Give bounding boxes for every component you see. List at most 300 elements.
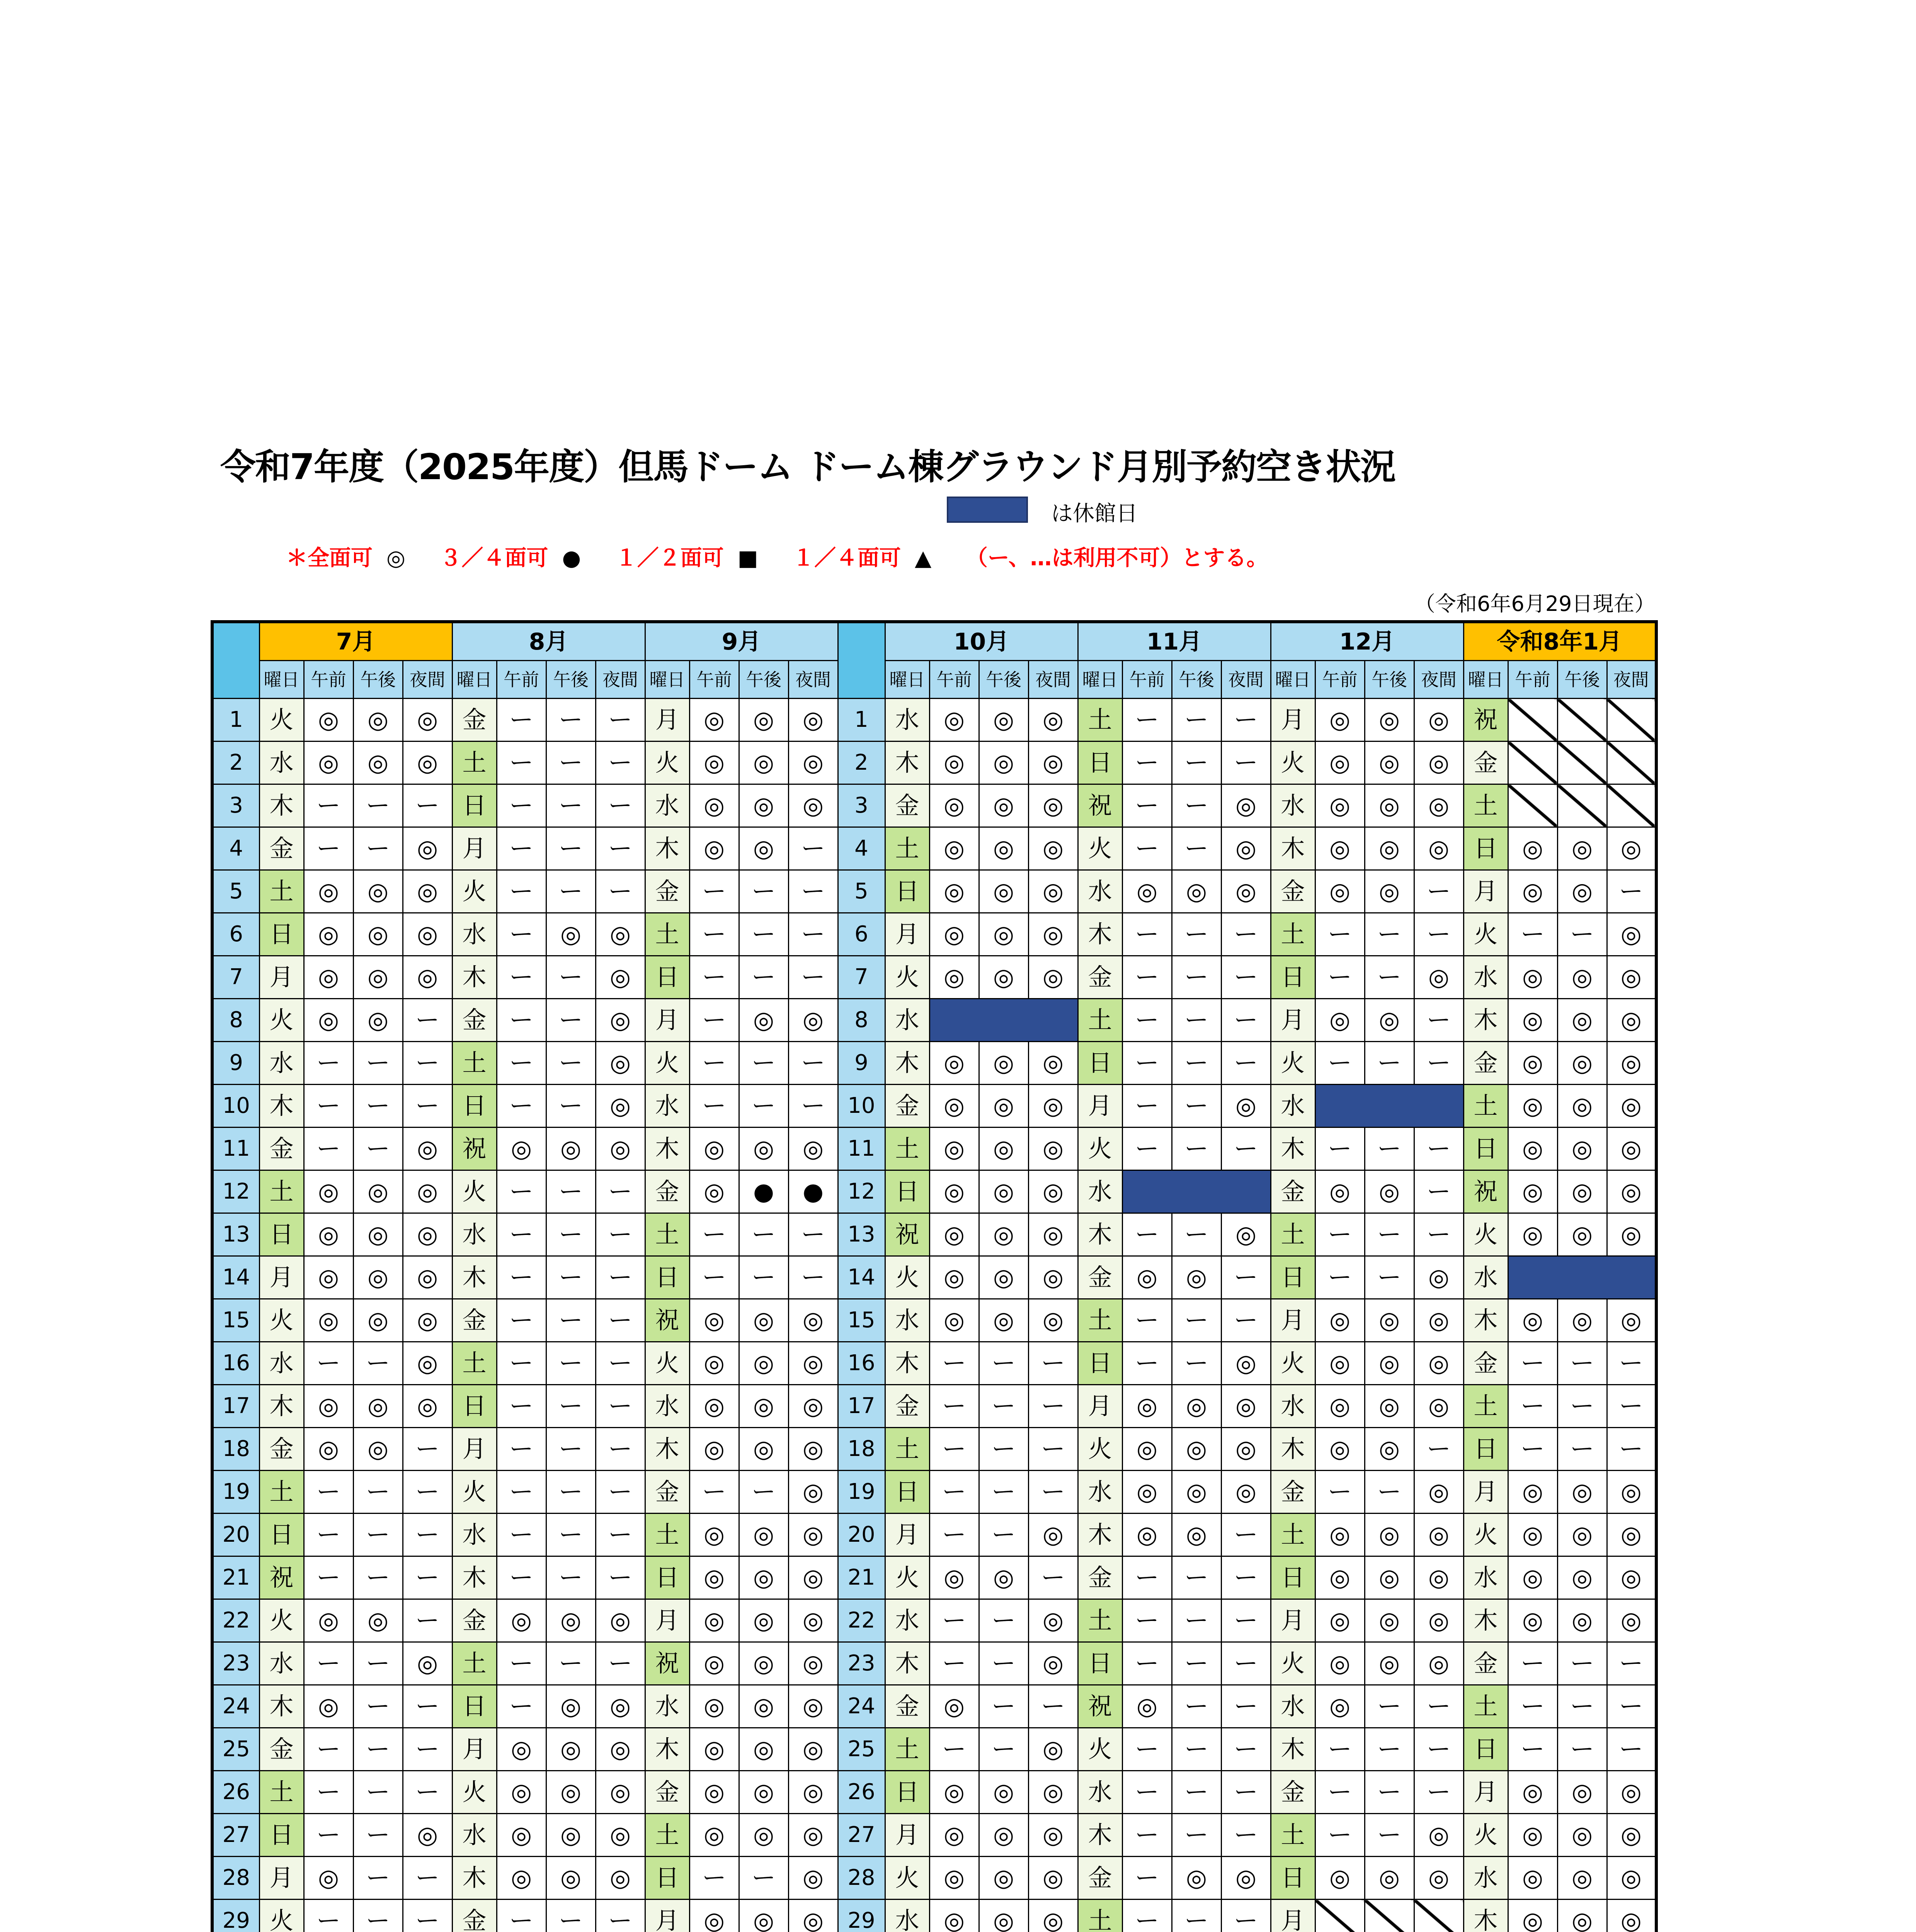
weekday-cell: 水: [885, 1900, 929, 1932]
slot-status-cell: ◎: [1508, 1771, 1557, 1814]
weekday-cell: 木: [885, 742, 929, 784]
slot-status-cell: ◎: [1414, 1857, 1463, 1900]
slot-status-cell: ー: [1315, 1042, 1365, 1085]
slot-status-cell: ◎: [1508, 1299, 1557, 1342]
weekday-cell: 木: [885, 1642, 929, 1685]
slot-status-cell: ー: [1221, 1814, 1271, 1857]
weekday-cell: 日: [259, 1814, 304, 1857]
table-row: [212, 699, 1656, 742]
slot-status-cell: ◎: [304, 1256, 353, 1299]
legend-symbol: ●: [562, 546, 581, 571]
slot-status-cell: ー: [1414, 1128, 1463, 1170]
slot-status-cell: ◎: [788, 1814, 838, 1857]
slot-status-cell: ◎: [353, 1428, 403, 1471]
slot-status-cell: ー: [546, 1642, 596, 1685]
slot-status-cell: ◎: [546, 1814, 596, 1857]
slot-status-cell: ◎: [689, 1342, 739, 1385]
day-number: 24: [212, 1685, 259, 1728]
slot-status-cell: ー: [403, 1085, 452, 1128]
slot-status-cell: ー: [739, 1042, 788, 1085]
day-number: 18: [838, 1428, 885, 1471]
weekday-cell: 日: [885, 870, 929, 913]
slot-status-cell: ー: [497, 1385, 546, 1428]
slot-status-cell: ◎: [689, 1385, 739, 1428]
slot-status-cell: ◎: [596, 1728, 645, 1771]
weekday-cell: 金: [885, 1685, 929, 1728]
slot-status-cell: ー: [1315, 1814, 1365, 1857]
weekday-cell: 日: [259, 913, 304, 956]
night-header: 夜間: [596, 661, 645, 699]
day-number: 27: [212, 1814, 259, 1857]
header-corner: [838, 622, 885, 699]
closed-day-swatch: [947, 497, 1028, 523]
slot-status-cell: ◎: [304, 1170, 353, 1213]
slot-status-cell: ◎: [596, 1857, 645, 1900]
slot-status-cell: ◎: [1122, 1256, 1172, 1299]
slot-status-cell: ー: [304, 1642, 353, 1685]
slot-status-cell: ー: [1122, 1814, 1172, 1857]
weekday-cell: 土: [1078, 1900, 1122, 1932]
slot-status-cell: ◎: [1414, 742, 1463, 784]
slot-status-cell: ◎: [1172, 1385, 1221, 1428]
table-row: [212, 1428, 1656, 1471]
slot-status-cell: ◎: [1365, 827, 1414, 870]
night-header: 夜間: [1607, 661, 1656, 699]
slot-status-cell: ー: [596, 1170, 645, 1213]
slot-status-cell: ー: [353, 784, 403, 827]
slot-status-cell: ー: [1365, 1042, 1414, 1085]
slot-status-cell: ー: [497, 1900, 546, 1932]
slot-status-cell: ◎: [1315, 1857, 1365, 1900]
slot-status-cell: ◎: [1315, 1685, 1365, 1728]
weekday-cell: 火: [452, 1170, 497, 1213]
slot-status-cell: ◎: [788, 1857, 838, 1900]
weekday-header: 曜日: [1078, 661, 1122, 699]
slot-status-cell: ー: [353, 1642, 403, 1685]
slot-status-cell: ー: [596, 1342, 645, 1385]
slot-status-cell: ー: [546, 999, 596, 1042]
slot-status-cell: ◎: [1122, 1685, 1172, 1728]
slot-status-cell: ー: [979, 1514, 1028, 1556]
slot-status-cell: ー: [497, 870, 546, 913]
slot-status-cell: ー: [403, 1514, 452, 1556]
weekday-cell: 日: [1271, 1857, 1315, 1900]
weekday-cell: 日: [1078, 1342, 1122, 1385]
day-number: 14: [212, 1256, 259, 1299]
slot-status-cell: ◎: [788, 1299, 838, 1342]
slot-status-cell: ◎: [929, 699, 979, 742]
slot-status-cell: ◎: [929, 1128, 979, 1170]
slot-status-cell: ー: [788, 1256, 838, 1299]
slot-status-cell: ◎: [304, 870, 353, 913]
slot-status-cell: ー: [596, 1213, 645, 1256]
table-row: [212, 1814, 1656, 1857]
slot-status-cell: ー: [929, 1728, 979, 1771]
weekday-cell: 水: [1271, 1085, 1315, 1128]
slot-status-cell: ◎: [1028, 1900, 1078, 1932]
slot-status-cell: ◎: [1607, 1213, 1656, 1256]
slot-status-cell: ー: [304, 1471, 353, 1514]
slot-status-cell: ー: [1315, 1128, 1365, 1170]
am-header: 午前: [689, 661, 739, 699]
night-header: 夜間: [1414, 661, 1463, 699]
slot-status-cell: ー: [1221, 1556, 1271, 1599]
slot-status-cell: ◎: [739, 784, 788, 827]
month-header: 12月: [1271, 622, 1463, 661]
slot-status-cell: ー: [979, 1471, 1028, 1514]
slot-status-cell: ◎: [1172, 1857, 1221, 1900]
slot-status-cell: ◎: [1557, 870, 1607, 913]
unavailable-slash-cell: [1607, 699, 1656, 742]
day-number: 24: [838, 1685, 885, 1728]
slot-status-cell: ◎: [1414, 1814, 1463, 1857]
slot-status-cell: ー: [546, 1514, 596, 1556]
slot-status-cell: ◎: [1508, 1128, 1557, 1170]
slot-status-cell: ー: [546, 1556, 596, 1599]
weekday-cell: 火: [1463, 913, 1508, 956]
weekday-cell: 日: [1078, 742, 1122, 784]
day-number: 13: [838, 1213, 885, 1256]
slot-status-cell: ー: [497, 1556, 546, 1599]
slot-status-cell: ー: [353, 1471, 403, 1514]
slot-status-cell: ー: [1315, 1471, 1365, 1514]
slot-status-cell: ◎: [596, 999, 645, 1042]
slot-status-cell: ー: [353, 1771, 403, 1814]
slot-status-cell: ー: [497, 1428, 546, 1471]
unavailable-slash-cell: [1508, 742, 1557, 784]
weekday-cell: 木: [1078, 1213, 1122, 1256]
slot-status-cell: ー: [929, 1342, 979, 1385]
slot-status-cell: ◎: [1557, 1085, 1607, 1128]
day-number: 10: [838, 1085, 885, 1128]
slot-status-cell: ー: [403, 1857, 452, 1900]
day-number: 5: [838, 870, 885, 913]
slot-status-cell: ◎: [689, 1728, 739, 1771]
slot-status-cell: ー: [1122, 784, 1172, 827]
slot-status-cell: ◎: [353, 870, 403, 913]
day-number: 4: [212, 827, 259, 870]
slot-status-cell: ◎: [929, 956, 979, 999]
day-number: 28: [838, 1857, 885, 1900]
day-number: 6: [838, 913, 885, 956]
slot-status-cell: ◎: [1028, 699, 1078, 742]
weekday-cell: 水: [1463, 1256, 1508, 1299]
slot-status-cell: ◎: [788, 999, 838, 1042]
slot-status-cell: ー: [353, 1556, 403, 1599]
slot-status-cell: ー: [1172, 1556, 1221, 1599]
day-number: 23: [212, 1642, 259, 1685]
slot-status-cell: ー: [546, 1471, 596, 1514]
slot-status-cell: ー: [788, 956, 838, 999]
weekday-cell: 日: [1463, 1728, 1508, 1771]
slot-status-cell: ー: [1607, 870, 1656, 913]
slot-status-cell: ◎: [788, 1428, 838, 1471]
weekday-cell: 祝: [885, 1213, 929, 1256]
slot-status-cell: ◎: [304, 1428, 353, 1471]
weekday-cell: 土: [1463, 1685, 1508, 1728]
slot-status-cell: ◎: [1315, 742, 1365, 784]
legend-label: ３／４面可: [440, 546, 548, 571]
weekday-cell: 月: [885, 1814, 929, 1857]
slot-status-cell: ◎: [1557, 999, 1607, 1042]
weekday-cell: 火: [259, 1299, 304, 1342]
slot-status-cell: ー: [1172, 1814, 1221, 1857]
table-row: [212, 1728, 1656, 1771]
slot-status-cell: ー: [1122, 1900, 1172, 1932]
slot-status-cell: ◎: [1508, 870, 1557, 913]
weekday-cell: 水: [452, 913, 497, 956]
slot-status-cell: ー: [353, 827, 403, 870]
slot-status-cell: ◎: [1315, 1599, 1365, 1642]
weekday-cell: 月: [1271, 699, 1315, 742]
day-number: 28: [212, 1857, 259, 1900]
weekday-cell: 火: [1271, 1342, 1315, 1385]
slot-status-cell: ◎: [788, 1385, 838, 1428]
slot-status-cell: ー: [1315, 1213, 1365, 1256]
slot-status-cell: ー: [788, 913, 838, 956]
slot-status-cell: ー: [497, 1299, 546, 1342]
slot-status-cell: ◎: [1508, 1213, 1557, 1256]
weekday-cell: 金: [1078, 956, 1122, 999]
slot-status-cell: ◎: [689, 1428, 739, 1471]
availability-table: [211, 620, 1658, 1932]
slot-status-cell: ー: [497, 1085, 546, 1128]
slot-status-cell: ◎: [1315, 827, 1365, 870]
weekday-cell: 日: [1271, 956, 1315, 999]
weekday-cell: 土: [1463, 1385, 1508, 1428]
slot-status-cell: ◎: [1414, 1385, 1463, 1428]
slot-status-cell: ー: [497, 1642, 546, 1685]
weekday-cell: 日: [1078, 1642, 1122, 1685]
slot-status-cell: ◎: [929, 1900, 979, 1932]
slot-status-cell: ◎: [1557, 1170, 1607, 1213]
slot-status-cell: ◎: [1414, 1299, 1463, 1342]
weekday-cell: 祝: [1463, 699, 1508, 742]
slot-status-cell: ー: [546, 827, 596, 870]
day-number: 14: [838, 1256, 885, 1299]
slot-status-cell: ー: [929, 1428, 979, 1471]
slot-status-cell: ◎: [1365, 870, 1414, 913]
weekday-header: 曜日: [452, 661, 497, 699]
weekday-cell: 水: [885, 1599, 929, 1642]
weekday-cell: 土: [1271, 1213, 1315, 1256]
slot-status-cell: ◎: [1557, 827, 1607, 870]
legend-label: （ー、…は利用不可）とする。: [966, 546, 1268, 571]
weekday-cell: 金: [1271, 870, 1315, 913]
day-number: 23: [838, 1642, 885, 1685]
weekday-cell: 金: [259, 827, 304, 870]
slot-status-cell: ◎: [1607, 1085, 1656, 1128]
weekday-cell: 月: [452, 827, 497, 870]
slot-status-cell: ◎: [1315, 1642, 1365, 1685]
slot-status-cell: ◎: [929, 870, 979, 913]
unavailable-slash-cell: [1508, 699, 1557, 742]
slot-status-cell: ー: [596, 1642, 645, 1685]
slot-status-cell: ◎: [353, 1213, 403, 1256]
slot-status-cell: ◎: [1365, 1385, 1414, 1428]
weekday-cell: 水: [259, 742, 304, 784]
slot-status-cell: ◎: [1028, 1514, 1078, 1556]
slot-status-cell: ◎: [689, 1642, 739, 1685]
slot-status-cell: ー: [1028, 1428, 1078, 1471]
slot-status-cell: ー: [739, 1256, 788, 1299]
slot-status-cell: ◎: [1414, 1599, 1463, 1642]
slot-status-cell: ◎: [304, 1385, 353, 1428]
slot-status-cell: ー: [304, 1814, 353, 1857]
closed-day-cell: [1508, 1256, 1656, 1299]
slot-status-cell: ◎: [1028, 1642, 1078, 1685]
slot-status-cell: ◎: [1365, 1170, 1414, 1213]
slot-status-cell: ◎: [353, 1385, 403, 1428]
slot-status-cell: ー: [689, 1471, 739, 1514]
weekday-header: 曜日: [1463, 661, 1508, 699]
slot-status-cell: ー: [1365, 1728, 1414, 1771]
weekday-cell: 火: [1271, 742, 1315, 784]
weekday-cell: 土: [259, 870, 304, 913]
slot-status-cell: ー: [1172, 827, 1221, 870]
slot-status-cell: ◎: [788, 1599, 838, 1642]
slot-status-cell: ー: [353, 1042, 403, 1085]
slot-status-cell: ー: [979, 1728, 1028, 1771]
slot-status-cell: ◎: [739, 1814, 788, 1857]
month-header: 10月: [885, 622, 1078, 661]
slot-status-cell: ー: [596, 742, 645, 784]
slot-status-cell: ◎: [788, 1900, 838, 1932]
slot-status-cell: ー: [1172, 999, 1221, 1042]
slot-status-cell: ー: [353, 1342, 403, 1385]
weekday-cell: 水: [885, 1299, 929, 1342]
slot-status-cell: ◎: [1414, 1256, 1463, 1299]
slot-status-cell: ー: [1557, 913, 1607, 956]
slot-status-cell: ◎: [1557, 1556, 1607, 1599]
slot-status-cell: ー: [1122, 956, 1172, 999]
slot-status-cell: ー: [1028, 1685, 1078, 1728]
slot-status-cell: ◎: [788, 699, 838, 742]
slot-status-cell: ー: [1028, 1342, 1078, 1385]
weekday-cell: 日: [452, 784, 497, 827]
slot-status-cell: ◎: [1028, 742, 1078, 784]
slot-status-cell: ◎: [403, 1299, 452, 1342]
day-number: 21: [212, 1556, 259, 1599]
slot-status-cell: ◎: [1028, 870, 1078, 913]
slot-status-cell: ◎: [403, 956, 452, 999]
slot-status-cell: ◎: [1365, 1599, 1414, 1642]
day-number: 15: [212, 1299, 259, 1342]
weekday-cell: 日: [1463, 1428, 1508, 1471]
slot-status-cell: ー: [1557, 1642, 1607, 1685]
slot-status-cell: ◎: [1221, 827, 1271, 870]
slot-status-cell: ー: [546, 1299, 596, 1342]
weekday-cell: 木: [1271, 1128, 1315, 1170]
weekday-cell: 金: [1271, 1471, 1315, 1514]
month-header: 7月: [259, 622, 452, 661]
slot-status-cell: ◎: [788, 742, 838, 784]
slot-status-cell: ◎: [403, 1385, 452, 1428]
day-number: 16: [838, 1342, 885, 1385]
weekday-cell: 日: [452, 1085, 497, 1128]
slot-status-cell: ◎: [403, 1213, 452, 1256]
day-number: 7: [838, 956, 885, 999]
slot-status-cell: ー: [689, 1042, 739, 1085]
day-number: 4: [838, 827, 885, 870]
slot-status-cell: ー: [304, 1128, 353, 1170]
weekday-cell: 火: [885, 1857, 929, 1900]
weekday-cell: 金: [259, 1128, 304, 1170]
weekday-cell: 日: [885, 1771, 929, 1814]
slot-status-cell: ー: [497, 1342, 546, 1385]
weekday-cell: 祝: [452, 1128, 497, 1170]
slot-status-cell: ー: [596, 1385, 645, 1428]
slot-status-cell: ◎: [596, 1128, 645, 1170]
slot-status-cell: ◎: [929, 1857, 979, 1900]
weekday-cell: 日: [259, 1213, 304, 1256]
slot-status-cell: ー: [1607, 1728, 1656, 1771]
slot-status-cell: ◎: [596, 956, 645, 999]
slot-status-cell: ー: [689, 870, 739, 913]
slot-status-cell: ー: [546, 1256, 596, 1299]
slot-status-cell: ◎: [689, 1556, 739, 1599]
legend-label: １／２面可: [615, 546, 724, 571]
slot-status-cell: ◎: [689, 1685, 739, 1728]
weekday-cell: 日: [1463, 827, 1508, 870]
day-number: 20: [212, 1514, 259, 1556]
slot-status-cell: ◎: [353, 956, 403, 999]
weekday-cell: 月: [645, 1900, 689, 1932]
slot-status-cell: ー: [739, 956, 788, 999]
weekday-cell: 金: [1078, 1857, 1122, 1900]
slot-status-cell: ◎: [689, 1128, 739, 1170]
slot-status-cell: ー: [403, 1728, 452, 1771]
slot-status-cell: ー: [1172, 956, 1221, 999]
day-number: 17: [212, 1385, 259, 1428]
slot-status-cell: ◎: [304, 1599, 353, 1642]
slot-status-cell: ー: [1028, 1556, 1078, 1599]
weekday-cell: 火: [1078, 1728, 1122, 1771]
slot-status-cell: ◎: [739, 1128, 788, 1170]
weekday-cell: 土: [645, 1814, 689, 1857]
slot-status-cell: ◎: [1122, 870, 1172, 913]
slot-status-cell: ◎: [403, 1170, 452, 1213]
table-row: [212, 827, 1656, 870]
slot-status-cell: ー: [497, 956, 546, 999]
am-header: 午前: [1508, 661, 1557, 699]
slot-status-cell: ◎: [1221, 1213, 1271, 1256]
slot-status-cell: ー: [1028, 1471, 1078, 1514]
weekday-cell: 日: [1463, 1128, 1508, 1170]
slot-status-cell: ー: [304, 1514, 353, 1556]
slot-status-cell: ◎: [546, 1128, 596, 1170]
slot-status-cell: ◎: [788, 784, 838, 827]
slot-status-cell: ー: [979, 1642, 1028, 1685]
slot-status-cell: ー: [788, 827, 838, 870]
weekday-cell: 水: [1078, 1471, 1122, 1514]
slot-status-cell: ◎: [497, 1728, 546, 1771]
weekday-cell: 金: [645, 1771, 689, 1814]
slot-status-cell: ◎: [304, 956, 353, 999]
weekday-cell: 土: [1078, 1299, 1122, 1342]
weekday-cell: 月: [1271, 1299, 1315, 1342]
weekday-cell: 土: [452, 1342, 497, 1385]
weekday-cell: 木: [259, 1385, 304, 1428]
slot-status-cell: ◎: [739, 1728, 788, 1771]
slot-status-cell: ー: [497, 699, 546, 742]
slot-status-cell: ◎: [979, 784, 1028, 827]
slot-status-cell: ◎: [979, 827, 1028, 870]
unavailable-slash-cell: [1607, 784, 1656, 827]
slot-status-cell: ◎: [1607, 1556, 1656, 1599]
table-row: [212, 1042, 1656, 1085]
slot-status-cell: ー: [1221, 742, 1271, 784]
